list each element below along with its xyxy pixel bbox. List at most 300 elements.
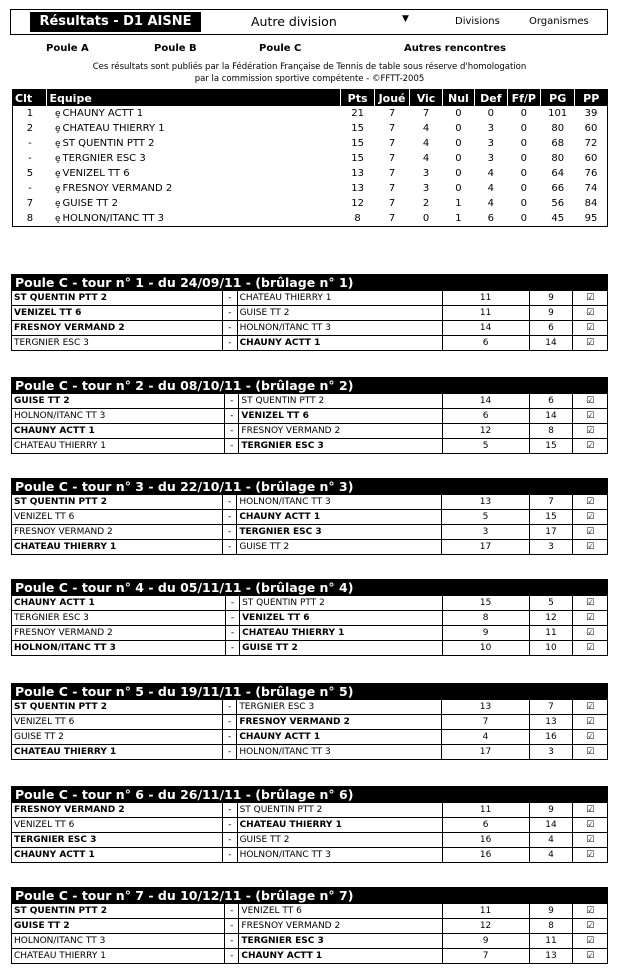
ranking-cell-def: 6 <box>475 211 507 227</box>
tour-title: Poule C - tour n° 2 - du 08/10/11 - (brûlage n° 2) <box>12 378 608 394</box>
team-name-link[interactable]: TERGNIER ESC 3 <box>62 153 146 164</box>
match-away-team: TERGNIER ESC 3 <box>237 700 442 715</box>
ranking-table <box>12 89 608 227</box>
match-home-team: FRESNOY VERMAND 2 <box>12 321 223 336</box>
ranking-cell-pts: 15 <box>351 153 364 164</box>
autres-rencontres-link[interactable]: Autres rencontres <box>404 43 506 54</box>
team-info-icon[interactable]: ȩ <box>54 169 61 179</box>
match-separator: - <box>223 700 237 715</box>
match-detail-icon[interactable]: ☑ <box>573 394 608 409</box>
match-row <box>12 424 608 439</box>
match-score-away: 3 <box>529 540 573 555</box>
ranking-cell-nul: 0 <box>455 183 462 194</box>
match-score-away: 4 <box>529 848 573 863</box>
match-separator: - <box>225 596 239 611</box>
notice-line-2: par la commission sportive compétente - ©FFTT-2005 <box>194 74 425 84</box>
ranking-cell-pp: 72 <box>584 138 598 149</box>
match-away-team: CHATEAU THIERRY 1 <box>237 818 442 833</box>
match-detail-icon[interactable]: ☑ <box>573 818 608 833</box>
match-home-team: VENIZEL TT 6 <box>12 510 223 525</box>
ranking-header-ffp: Ff/P <box>507 90 540 107</box>
ranking-header-def: Def <box>475 90 507 107</box>
match-home-team: TERGNIER ESC 3 <box>12 611 226 626</box>
match-detail-icon[interactable]: ☑ <box>573 934 608 949</box>
team-name-link[interactable]: HOLNON/ITANC TT 3 <box>62 213 165 224</box>
match-home-team: CHATEAU THIERRY 1 <box>12 745 223 760</box>
match-home-team: GUISE TT 2 <box>12 919 225 934</box>
match-score-away: 13 <box>529 715 573 730</box>
match-score-away: 16 <box>529 730 573 745</box>
match-detail-icon[interactable]: ☑ <box>573 510 608 525</box>
ranking-cell-pg: 64 <box>551 168 565 179</box>
ranking-cell-ffp: 0 <box>520 198 527 209</box>
ranking-header-nul: Nul <box>442 90 474 107</box>
ranking-cell-clt: 2 <box>26 123 34 134</box>
match-home-team: CHAUNY ACTT 1 <box>12 424 225 439</box>
match-home-team: FRESNOY VERMAND 2 <box>12 803 223 818</box>
ranking-team <box>47 166 341 181</box>
ranking-cell-pg: 66 <box>551 183 565 194</box>
match-score-home: 9 <box>442 934 529 949</box>
ranking-cell-jou: 7 <box>388 153 396 164</box>
ranking-header-pg: PG <box>541 90 575 107</box>
match-score-home: 7 <box>442 715 529 730</box>
ranking-cell-ffp: 0 <box>520 108 527 119</box>
match-home-team: HOLNON/ITANC TT 3 <box>12 409 225 424</box>
match-away-team: HOLNON/ITANC TT 3 <box>237 745 442 760</box>
ranking-team <box>47 136 341 151</box>
match-separator: - <box>225 626 239 641</box>
match-score-home: 17 <box>442 745 529 760</box>
match-score-away: 10 <box>529 641 573 656</box>
match-score-home: 11 <box>442 803 529 818</box>
match-score-home: 9 <box>442 626 529 641</box>
match-separator: - <box>223 525 237 540</box>
ranking-cell-vic: 4 <box>422 138 430 149</box>
team-name-link[interactable]: ST QUENTIN PTT 2 <box>62 138 155 149</box>
ranking-row <box>13 151 608 166</box>
match-away-team: HOLNON/ITANC TT 3 <box>237 495 442 510</box>
ranking-row <box>13 136 608 151</box>
ranking-team <box>47 106 341 121</box>
match-detail-icon[interactable]: ☑ <box>573 641 608 656</box>
match-row <box>12 641 608 656</box>
ranking-cell-clt: - <box>28 153 32 164</box>
ranking-row <box>13 121 608 136</box>
match-score-home: 8 <box>442 611 529 626</box>
match-away-team: HOLNON/ITANC TT 3 <box>237 321 442 336</box>
match-score-home: 6 <box>442 409 529 424</box>
match-home-team: VENIZEL TT 6 <box>12 818 223 833</box>
ranking-cell-ffp: 0 <box>520 153 527 164</box>
match-separator: - <box>225 904 239 919</box>
match-home-team: TERGNIER ESC 3 <box>12 336 223 351</box>
match-score-home: 6 <box>442 818 529 833</box>
chevron-down-icon[interactable]: ▼ <box>402 14 409 24</box>
match-score-home: 5 <box>442 510 529 525</box>
ranking-cell-clt: 8 <box>13 211 47 227</box>
match-home-team: TERGNIER ESC 3 <box>12 833 223 848</box>
match-score-away: 11 <box>529 934 573 949</box>
match-score-away: 9 <box>529 291 573 306</box>
match-score-home: 4 <box>442 730 529 745</box>
match-score-home: 13 <box>442 700 529 715</box>
match-away-team: CHAUNY ACTT 1 <box>239 949 442 964</box>
ranking-header-jou: Joué <box>374 90 409 107</box>
match-detail-icon[interactable]: ☑ <box>573 321 608 336</box>
match-home-team: GUISE TT 2 <box>12 394 225 409</box>
match-separator: - <box>223 730 237 745</box>
ranking-team <box>47 121 341 136</box>
match-home-team: ST QUENTIN PTT 2 <box>12 904 225 919</box>
ranking-cell-pp: 74 <box>584 183 598 194</box>
match-detail-icon[interactable]: ☑ <box>573 596 608 611</box>
match-home-team: HOLNON/ITANC TT 3 <box>12 641 226 656</box>
match-home-team: HOLNON/ITANC TT 3 <box>12 934 225 949</box>
match-separator: - <box>223 818 237 833</box>
match-detail-icon[interactable]: ☑ <box>573 306 608 321</box>
match-detail-icon[interactable]: ☑ <box>573 700 608 715</box>
team-info-icon[interactable]: ȩ <box>54 154 61 164</box>
poule-b-link[interactable]: Poule B <box>154 43 197 54</box>
ranking-cell-pg: 80 <box>551 153 565 164</box>
match-score-home: 16 <box>442 833 529 848</box>
match-detail-icon[interactable]: ☑ <box>573 848 608 863</box>
ranking-cell-vic: 0 <box>410 211 442 227</box>
match-detail-icon[interactable]: ☑ <box>573 919 608 934</box>
match-home-team: ST QUENTIN PTT 2 <box>12 495 223 510</box>
ranking-cell-ffp: 0 <box>520 168 527 179</box>
match-away-team: CHATEAU THIERRY 1 <box>237 291 442 306</box>
match-score-away: 5 <box>529 596 573 611</box>
match-separator: - <box>223 495 237 510</box>
ranking-row <box>13 196 608 211</box>
tour-title: Poule C - tour n° 5 - du 19/11/11 - (brûlage n° 5) <box>12 684 608 700</box>
ranking-cell-pg: 56 <box>551 198 565 209</box>
match-detail-icon[interactable]: ☑ <box>573 540 608 555</box>
match-away-team: VENIZEL TT 6 <box>240 611 443 626</box>
match-separator: - <box>223 321 237 336</box>
ranking-cell-pts: 15 <box>351 123 364 134</box>
team-name-link[interactable]: CHAUNY ACTT 1 <box>62 108 144 119</box>
ranking-cell-clt: 1 <box>26 108 34 119</box>
divisions-link[interactable]: Divisions <box>455 16 500 27</box>
match-away-team: FRESNOY VERMAND 2 <box>239 919 442 934</box>
match-score-home: 11 <box>442 306 529 321</box>
match-home-team: CHAUNY ACTT 1 <box>12 596 226 611</box>
match-row <box>12 730 608 745</box>
match-separator: - <box>225 394 239 409</box>
team-name-link[interactable]: GUISE TT 2 <box>62 198 118 209</box>
division-select[interactable]: Autre division <box>251 14 337 29</box>
match-detail-icon[interactable]: ☑ <box>573 949 608 964</box>
match-row <box>12 321 608 336</box>
tour-table <box>11 887 608 964</box>
match-away-team: GUISE TT 2 <box>237 540 442 555</box>
match-score-away: 14 <box>529 409 573 424</box>
match-row <box>12 949 608 964</box>
match-score-home: 15 <box>442 596 529 611</box>
ranking-cell-nul: 0 <box>455 138 462 149</box>
match-score-away: 7 <box>529 700 573 715</box>
ranking-cell-pts: 21 <box>351 108 364 119</box>
match-separator: - <box>223 745 237 760</box>
ranking-row <box>13 181 608 196</box>
match-score-home: 11 <box>442 291 529 306</box>
team-name-link[interactable]: CHATEAU THIERRY 1 <box>62 123 165 134</box>
ranking-team <box>47 181 341 196</box>
match-separator: - <box>223 715 237 730</box>
match-score-away: 17 <box>529 525 573 540</box>
match-away-team: TERGNIER ESC 3 <box>237 525 442 540</box>
match-home-team: FRESNOY VERMAND 2 <box>12 626 226 641</box>
match-score-away: 6 <box>529 394 573 409</box>
ranking-team <box>47 151 341 166</box>
ranking-cell-jou: 7 <box>388 138 396 149</box>
ranking-header-pts: Pts <box>341 90 374 107</box>
match-separator: - <box>225 934 239 949</box>
match-score-home: 6 <box>442 336 529 351</box>
match-away-team: VENIZEL TT 6 <box>239 904 442 919</box>
tour-table <box>11 274 608 351</box>
match-row <box>12 833 608 848</box>
match-score-away: 14 <box>529 818 573 833</box>
publication-notice <box>0 61 619 85</box>
match-detail-icon[interactable]: ☑ <box>573 715 608 730</box>
match-score-away: 8 <box>529 919 573 934</box>
match-away-team: ST QUENTIN PTT 2 <box>237 803 442 818</box>
match-separator: - <box>223 510 237 525</box>
team-info-icon[interactable]: ȩ <box>54 214 61 224</box>
match-detail-icon[interactable]: ☑ <box>573 424 608 439</box>
team-info-icon[interactable]: ȩ <box>54 199 61 209</box>
ranking-header-vic: Vic <box>410 90 442 107</box>
match-detail-icon[interactable]: ☑ <box>573 745 608 760</box>
match-score-away: 12 <box>529 611 573 626</box>
match-away-team: ST QUENTIN PTT 2 <box>239 394 442 409</box>
match-detail-icon[interactable]: ☑ <box>573 626 608 641</box>
match-separator: - <box>223 848 237 863</box>
tour-table <box>11 377 608 454</box>
team-name-link[interactable]: FRESNOY VERMAND 2 <box>62 183 173 194</box>
match-score-home: 13 <box>442 495 529 510</box>
match-separator: - <box>225 611 239 626</box>
ranking-cell-def: 3 <box>487 138 495 149</box>
tour-title: Poule C - tour n° 6 - du 26/11/11 - (brûlage n° 6) <box>12 787 608 803</box>
ranking-cell-def: 0 <box>487 108 495 119</box>
match-row <box>12 934 608 949</box>
match-row <box>12 336 608 351</box>
match-score-home: 11 <box>442 904 529 919</box>
match-score-away: 6 <box>529 321 573 336</box>
match-detail-icon[interactable]: ☑ <box>573 409 608 424</box>
ranking-cell-nul: 1 <box>455 198 462 209</box>
match-separator: - <box>225 949 239 964</box>
match-away-team: CHAUNY ACTT 1 <box>237 510 442 525</box>
match-separator: - <box>223 336 237 351</box>
match-away-team: GUISE TT 2 <box>240 641 443 656</box>
tour-table <box>11 478 608 555</box>
match-separator: - <box>225 409 239 424</box>
match-detail-icon[interactable]: ☑ <box>573 525 608 540</box>
ranking-cell-pp: 84 <box>584 198 598 209</box>
match-row <box>12 495 608 510</box>
ranking-cell-pts: 13 <box>351 183 364 194</box>
ranking-cell-vic: 3 <box>422 168 430 179</box>
match-away-team: GUISE TT 2 <box>237 306 442 321</box>
ranking-cell-pts: 13 <box>351 168 364 179</box>
match-separator: - <box>225 919 239 934</box>
organismes-link[interactable]: Organismes <box>529 16 589 27</box>
ranking-cell-clt: 7 <box>26 198 34 209</box>
tour-title: Poule C - tour n° 4 - du 05/11/11 - (brûlage n° 4) <box>12 580 608 596</box>
match-row <box>12 745 608 760</box>
match-score-home: 3 <box>442 525 529 540</box>
ranking-cell-jou: 7 <box>388 198 396 209</box>
team-info-icon[interactable]: ȩ <box>54 109 61 119</box>
ranking-row <box>13 211 608 227</box>
match-separator: - <box>225 641 239 656</box>
match-separator: - <box>223 833 237 848</box>
ranking-cell-nul: 0 <box>455 153 462 164</box>
ranking-cell-jou: 7 <box>388 123 396 134</box>
ranking-cell-ffp: 0 <box>520 123 527 134</box>
match-score-home: 7 <box>442 949 529 964</box>
match-score-home: 10 <box>442 641 529 656</box>
match-score-away: 11 <box>529 626 573 641</box>
ranking-cell-def: 4 <box>487 183 495 194</box>
match-home-team: VENIZEL TT 6 <box>12 715 223 730</box>
match-home-team: ST QUENTIN PTT 2 <box>12 700 223 715</box>
team-info-icon[interactable]: ȩ <box>54 184 61 194</box>
ranking-cell-vic: 4 <box>422 153 430 164</box>
ranking-cell-ffp: 0 <box>507 211 540 227</box>
match-score-away: 4 <box>529 833 573 848</box>
ranking-cell-pg: 45 <box>541 211 575 227</box>
match-detail-icon[interactable]: ☑ <box>573 495 608 510</box>
match-away-team: CHAUNY ACTT 1 <box>237 730 442 745</box>
match-detail-icon[interactable]: ☑ <box>573 439 608 454</box>
match-row <box>12 904 608 919</box>
match-detail-icon[interactable]: ☑ <box>573 730 608 745</box>
match-row <box>12 715 608 730</box>
ranking-cell-ffp: 0 <box>520 183 527 194</box>
team-info-icon[interactable]: ȩ <box>54 124 61 134</box>
match-away-team: CHATEAU THIERRY 1 <box>240 626 443 641</box>
match-score-away: 14 <box>529 336 573 351</box>
match-score-home: 5 <box>442 439 529 454</box>
tour-table <box>11 683 608 760</box>
match-away-team: VENIZEL TT 6 <box>239 409 442 424</box>
ranking-cell-jou: 7 <box>388 108 396 119</box>
ranking-cell-nul: 0 <box>455 168 462 179</box>
match-detail-icon[interactable]: ☑ <box>573 833 608 848</box>
match-row <box>12 626 608 641</box>
match-score-away: 3 <box>529 745 573 760</box>
match-away-team: HOLNON/ITANC TT 3 <box>237 848 442 863</box>
ranking-cell-vic: 3 <box>422 183 430 194</box>
match-separator: - <box>223 803 237 818</box>
tour-title: Poule C - tour n° 1 - du 24/09/11 - (brûlage n° 1) <box>12 275 608 291</box>
match-detail-icon[interactable]: ☑ <box>573 803 608 818</box>
match-row <box>12 803 608 818</box>
match-score-away: 13 <box>529 949 573 964</box>
ranking-header-pp: PP <box>575 90 608 107</box>
match-detail-icon[interactable]: ☑ <box>573 336 608 351</box>
ranking-row <box>13 106 608 121</box>
poule-nav <box>0 43 619 57</box>
page-title: Résultats - D1 AISNE <box>30 12 201 32</box>
ranking-cell-clt: 5 <box>26 168 34 179</box>
match-row <box>12 596 608 611</box>
match-row <box>12 439 608 454</box>
tour-table <box>11 786 608 863</box>
ranking-cell-vic: 2 <box>422 198 430 209</box>
ranking-cell-clt: - <box>28 183 32 194</box>
match-row <box>12 818 608 833</box>
match-score-away: 9 <box>529 803 573 818</box>
ranking-cell-pts: 12 <box>351 198 364 209</box>
ranking-header-equipe: Equipe <box>47 90 341 107</box>
ranking-cell-pg: 80 <box>551 123 565 134</box>
match-home-team: CHATEAU THIERRY 1 <box>12 439 225 454</box>
poule-c-link[interactable]: Poule C <box>259 43 302 54</box>
match-score-home: 12 <box>442 919 529 934</box>
ranking-cell-nul: 0 <box>455 123 462 134</box>
ranking-cell-jou: 7 <box>374 211 409 227</box>
match-score-away: 15 <box>529 510 573 525</box>
match-home-team: ST QUENTIN PTT 2 <box>12 291 223 306</box>
match-row <box>12 919 608 934</box>
team-name-link[interactable]: VENIZEL TT 6 <box>62 168 130 179</box>
match-away-team: FRESNOY VERMAND 2 <box>237 715 442 730</box>
header-bar <box>10 9 608 35</box>
ranking-cell-jou: 7 <box>388 168 396 179</box>
ranking-cell-def: 3 <box>487 123 495 134</box>
match-score-home: 14 <box>442 321 529 336</box>
ranking-cell-pts: 15 <box>351 138 364 149</box>
ranking-team <box>47 211 341 227</box>
match-row <box>12 700 608 715</box>
ranking-cell-jou: 7 <box>388 183 396 194</box>
match-detail-icon[interactable]: ☑ <box>573 611 608 626</box>
notice-line-1: Ces résultats sont publiés par la Fédération Française de Tennis de table sous réserve d'homologation <box>92 62 527 72</box>
match-row <box>12 525 608 540</box>
ranking-cell-pg: 101 <box>548 108 568 119</box>
match-score-away: 8 <box>529 424 573 439</box>
ranking-cell-pg: 68 <box>551 138 565 149</box>
match-row <box>12 611 608 626</box>
ranking-cell-pts: 8 <box>341 211 374 227</box>
match-separator: - <box>223 291 237 306</box>
ranking-cell-ffp: 0 <box>520 138 527 149</box>
match-detail-icon[interactable]: ☑ <box>573 291 608 306</box>
match-score-away: 15 <box>529 439 573 454</box>
ranking-cell-pp: 95 <box>575 211 608 227</box>
match-away-team: TERGNIER ESC 3 <box>239 934 442 949</box>
match-score-away: 9 <box>529 306 573 321</box>
match-score-home: 16 <box>442 848 529 863</box>
poule-a-link[interactable]: Poule A <box>46 43 89 54</box>
match-away-team: ST QUENTIN PTT 2 <box>240 596 443 611</box>
team-info-icon[interactable]: ȩ <box>54 139 61 149</box>
tour-title: Poule C - tour n° 3 - du 22/10/11 - (brûlage n° 3) <box>12 479 608 495</box>
match-separator: - <box>225 439 239 454</box>
match-detail-icon[interactable]: ☑ <box>573 904 608 919</box>
match-home-team: VENIZEL TT 6 <box>12 306 223 321</box>
ranking-cell-pp: 60 <box>584 153 598 164</box>
match-separator: - <box>223 540 237 555</box>
